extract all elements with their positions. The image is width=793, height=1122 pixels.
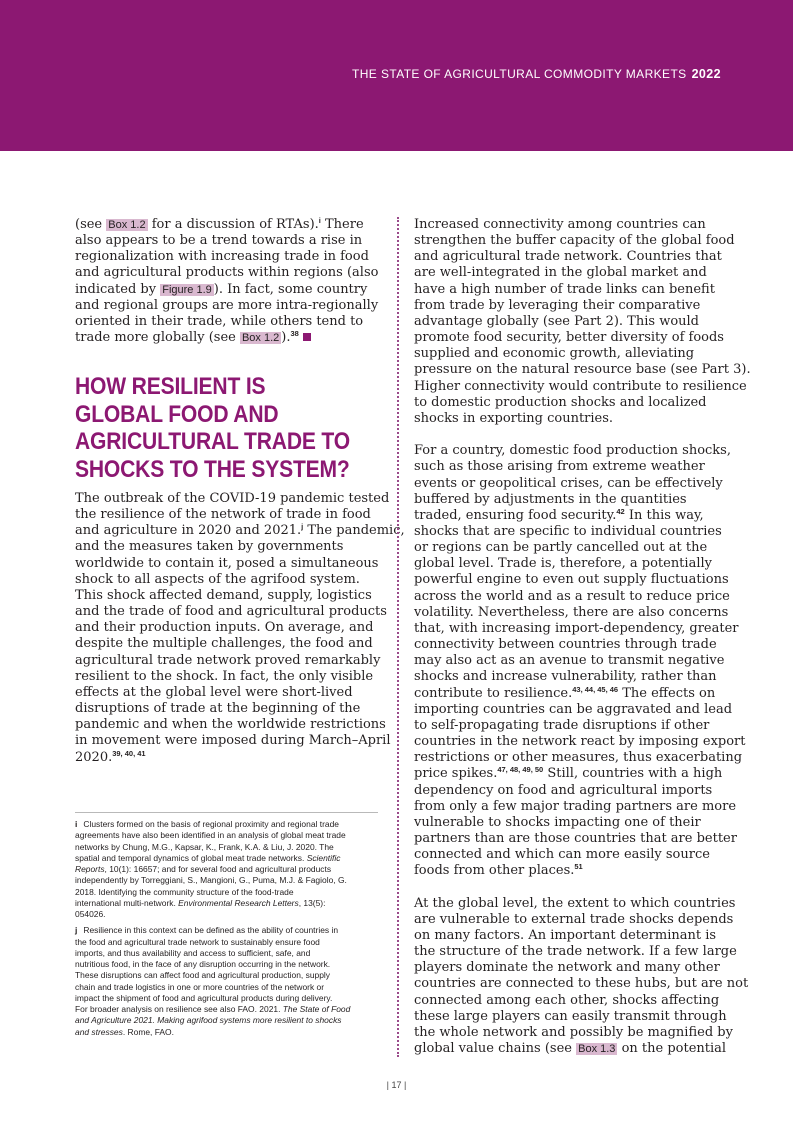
footnote-ref-i[interactable]: i	[318, 216, 321, 225]
ref-47-50[interactable]: 47, 48, 49, 50	[497, 765, 544, 775]
ref-51[interactable]: 51	[574, 862, 583, 872]
left-body	[75, 491, 405, 766]
header-band	[0, 0, 793, 151]
right-column	[414, 217, 751, 1073]
footnote-marker: j	[75, 925, 78, 936]
footnotes	[75, 819, 380, 1043]
intro-paragraph: (see Box 1.2 for a discussion of RTAs).$^i$ There also appears to be a trend towards a rise in regionalization with increasing trade in food and agricultural products within regions (also indicated by Figure 1.9 ). In fact, some country and regional groups are more intra-regionally oriented in their trade, while others tend to trade more globally (see Box 1.2 ).$^{38}$	[75, 216, 379, 346]
paragraph-global-level: At the global level, the extent to which countries are vulnerable to external trade shocks depends on many factors. An important determinant is the structure of the trade network. If a few large players dominate the network and many other countries are connected to these hubs, but are not connected among each other, shocks affecting these large players can easily transmit through the whole network and possibly be magnified by global value chains (see Box 1.3 on the potential	[414, 895, 749, 1057]
box-1-2-link[interactable]: Box 1.2	[241, 332, 280, 345]
body-paragraph-covid: The outbreak of the COVID-19 pandemic tested the resilience of the network of trade in food and agriculture in 2020 and 2021.$^j$ The pandemic, and the measures taken by governments worldwide to contain it, posed a simultaneous shock to all aspects of the agrifood system. This shock affected demand, supply, logistics and the trade of food and agricultural products and their production inputs. On average, and despite the multiple challenges, the food and agricultural trade network proved remarkably resilient to the shock. In fact, the only visible effects at the global level were short-lived disruptions of trade at the beginning of the pandemic and when the worldwide restrictions in movement were imposed during March–April 2020.$^{39, 40, 41}$	[75, 491, 405, 765]
ref-42[interactable]: 42	[616, 506, 625, 516]
footnote-ref-j[interactable]: j	[301, 522, 304, 532]
page-number: | 17 |	[386, 1080, 407, 1090]
paragraph-domestic-shocks: For a country, domestic food production shocks, such as those arising from extreme weather events or geopolitical crises, can be effectively buffered by adjustments in the quantities traded, ensuring food security.$^{42}$ In this way, shocks that are specific to individual countries or regions can be partly cancelled out at the global level. Trade is, therefore, a potentially powerful engine to even out supply fluctuations across the world and as a result to reduce price volatility. Nevertheless, there are also concerns that, with increasing import-dependency, greater connectivity between countries through trade may also act as an avenue to transmit negative shocks and increase vulnerability, rather than contribute to resilience.$^{43, 44, 45, 46}$ The effects on importing countries can be aggravated and lead to self-propagating trade disruptions if other countries in the network react by imposing export restrictions or other measures, thus exacerbating price spikes.$^{47, 48, 49, 50}$ Still, countries with a high dependency on food and agricultural imports from only a few major trading partners are more vulnerable to shocks impacting one of their partners than are those countries that are better connected and which can more easily source foods from other places.$^{51}$	[414, 443, 746, 879]
figure-1-9-link[interactable]: Figure 1.9	[162, 283, 212, 296]
publication-year: 2022	[691, 67, 721, 81]
footnote-marker: i	[75, 819, 78, 829]
publication-title: THE STATE OF AGRICULTURAL COMMODITY MARKETS 2022	[352, 67, 721, 81]
ref-38[interactable]: 38	[290, 329, 299, 339]
footnote-j: j Resilience in this context can be defined as the ability of countries in the food and agricultural trade network to sustainably ensure food imports, and thus availability and access to sufficient, safe, and nutritious food, in the face of any disruption occurring in the network. These disruptions can affect food and agricultural production, supply chain and trade logistics in one or more countries of the network or impact the shipment of food and agricultural products during delivery. For broader analysis on resilience see also FAO. 2021. The State of Food and Agriculture 2021. Making agrifood systems more resilient to shocks and stresses. Rome, FAO.	[75, 925, 351, 1037]
paragraph-connectivity: Increased connectivity among countries can strengthen the buffer capacity of the global food and agricultural trade network. Countries that are well-integrated in the global market and have a high number of trade links can benefit from trade by leveraging their comparative advantage globally (see Part 2). This would promote food security, better diversity of foods supplied and economic growth, alleviating pressure on the natural resource base (see Part 3). Higher connectivity would contribute to resilience to domestic production shocks and localized shocks in exporting countries.	[414, 217, 751, 426]
box-1-3-link[interactable]: Box 1.3	[578, 1043, 616, 1056]
left-column	[75, 217, 380, 346]
box-1-2-link[interactable]: Box 1.2	[108, 219, 146, 231]
end-of-section-marker	[303, 333, 311, 341]
ref-43-46[interactable]: 43, 44, 45, 46	[572, 684, 619, 694]
ref-39-40-41[interactable]: 39, 40, 41	[112, 748, 146, 758]
column-divider	[397, 217, 399, 1057]
section-heading: HOW RESILIENT IS GLOBAL FOOD AND AGRICULTURAL TRADE TO SHOCKS TO THE SYSTEM?	[75, 373, 350, 483]
footnote-divider	[75, 812, 378, 813]
footnote-i: i Clusters formed on the basis of regional proximity and regional trade agreements have also been identified in an analysis of global meat trade networks by Chung, M.G., Kapsar, K., Frank, K.A. & Liu, J. 2020. The spatial and temporal dynamics of global meat trade networks. Scientific Reports, 10(1): 16657; and for several food and agricultural products independently by Torreggiani, S., Mangioni, G., Puma, M.J. & Fagiolo, G. 2018. Identifying the community structure of the food-trade international multi-network. Environmental Research Letters, 13(5): 054026.	[75, 819, 347, 919]
